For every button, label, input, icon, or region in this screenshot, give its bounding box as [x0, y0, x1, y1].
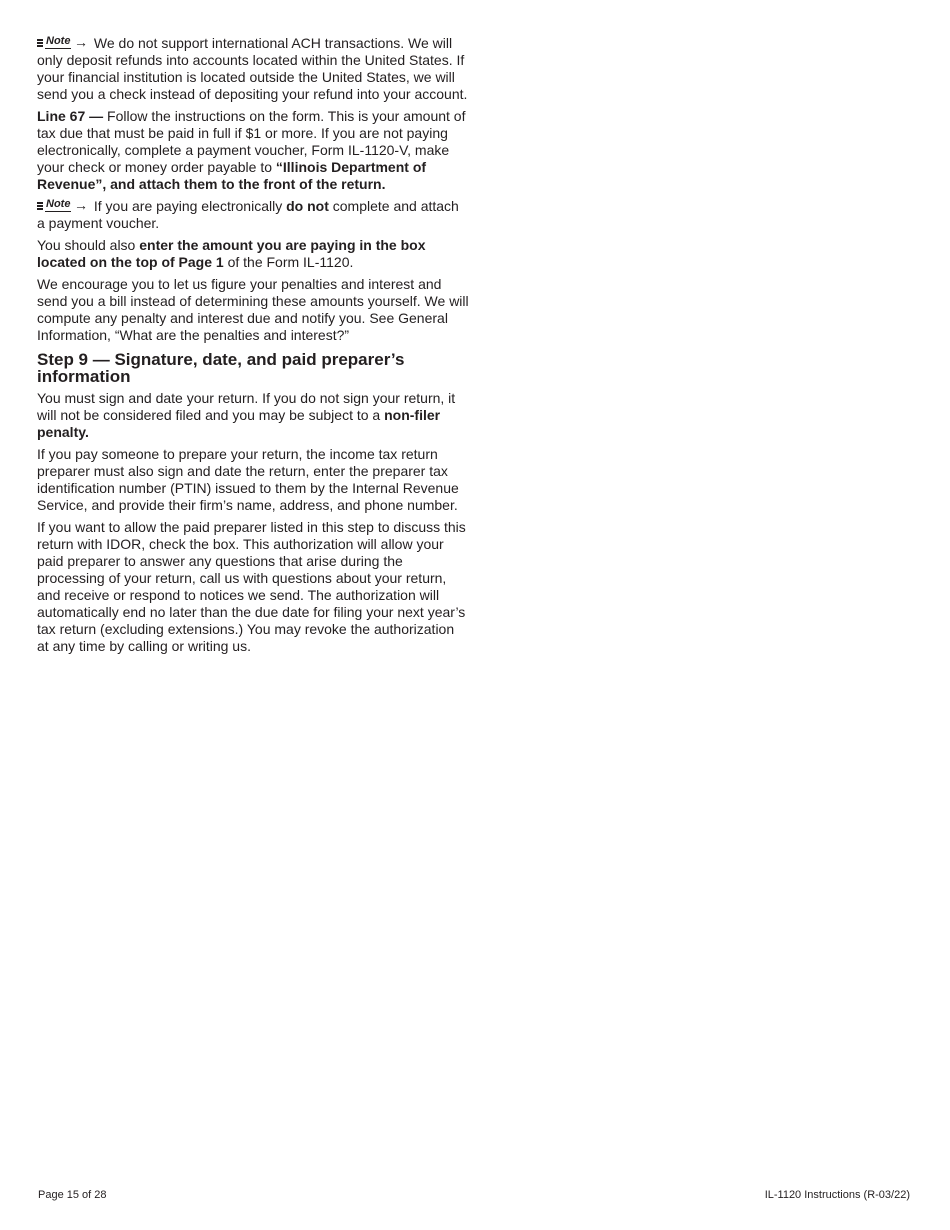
- note-electronic-paragraph: Note → If you are paying electronically do not complete and attach a payment voucher.: [37, 197, 459, 231]
- note-ach-text: We do not support international ACH transactions. We will only deposit refunds into accounts located within the United States. If your financial institution is located outside the United States, we will send you a check instead of depositing your refund into your account.: [37, 35, 468, 102]
- form-revision: IL-1120 Instructions (R-03/22): [764, 1189, 910, 1201]
- main-column: [37, 35, 469, 660]
- note-icon: Note →: [37, 200, 88, 212]
- note-ach-paragraph: [37, 35, 469, 103]
- page-number: Page 15 of 28: [38, 1189, 107, 1201]
- sign-date-paragraph: You must sign and date your return. If you do not sign your return, it will not be considered filed and you may be subject to a non-filer penalty.: [37, 390, 456, 440]
- note-icon: Note →: [37, 37, 88, 49]
- penalties-paragraph: We encourage you to let us figure your penalties and interest and send you a bill instead of determining these amounts yourself. We will compute any penalty and interest due and notify you. See General Information, “What are the penalties and interest?”: [37, 276, 469, 343]
- line-67-label: Line 67 —: [37, 108, 104, 124]
- line-67-paragraph: Line 67 — Follow the instructions on the form. This is your amount of tax due that must be paid in full if $1 or more. If you are not paying electronically, complete a payment voucher, Form IL-1120-V, make your check or money order payable to “Illinois Department of Revenue”, and attach them to the front of the return.: [37, 108, 466, 192]
- paid-preparer-paragraph: If you pay someone to prepare your return, the income tax return preparer must also sign and date the return, enter the preparer tax identification number (PTIN) issued to them by the Internal Revenue Service, and provide their firm’s name, address, and phone number.: [37, 446, 459, 513]
- enter-amount-paragraph: You should also enter the amount you are paying in the box located on the top of Page 1 of the Form IL-1120.: [37, 237, 426, 270]
- step-9-heading: Step 9 — Signature, date, and paid preparer’s information: [37, 350, 405, 386]
- authorization-paragraph: If you want to allow the paid preparer listed in this step to discuss this return with IDOR, check the box. This authorization will allow your paid preparer to answer any questions that arise during the processing of your return, call us with questions about your return, and receive or respond to notices we send. The authorization will automatically end no later than the due date for filing your next year’s tax return (excluding extensions.) You may revoke the authorization at any time by calling or writing us.: [37, 519, 466, 654]
